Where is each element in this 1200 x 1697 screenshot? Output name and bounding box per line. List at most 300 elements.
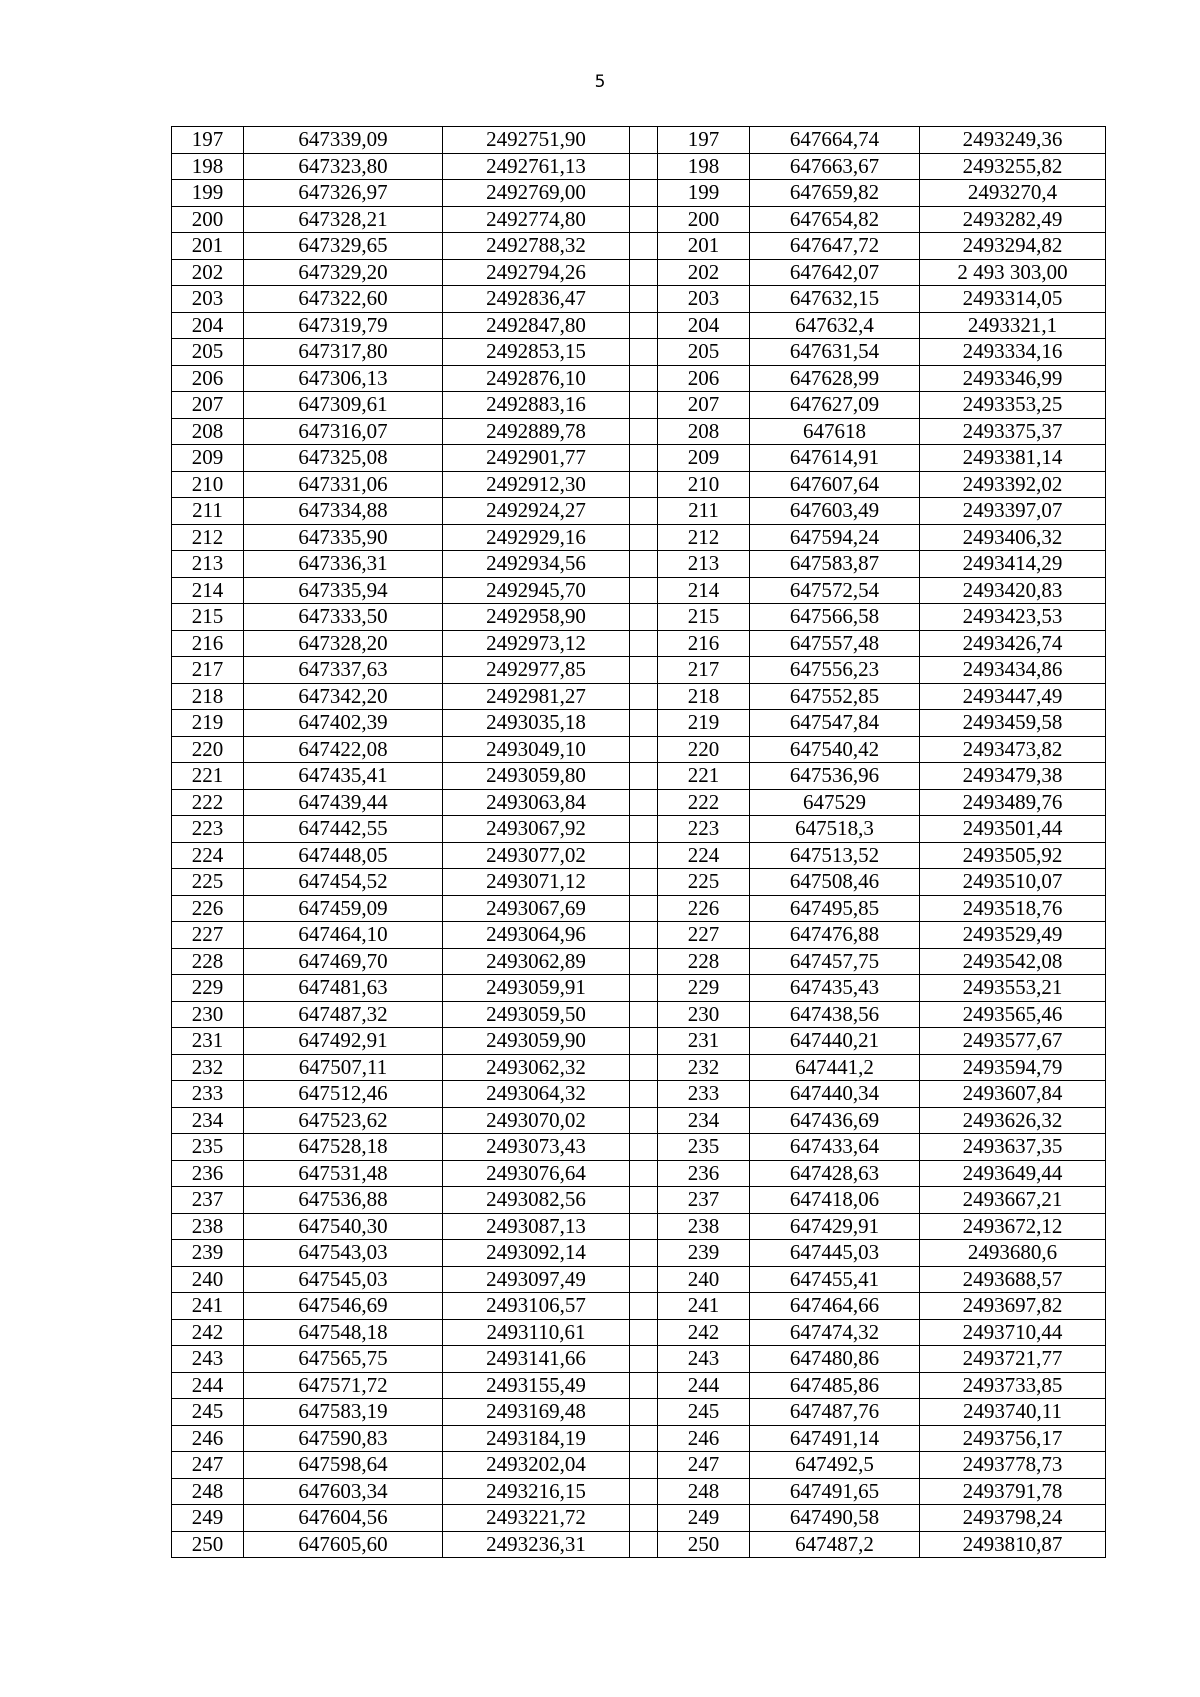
- point-number-right: 210: [658, 471, 750, 498]
- x-coordinate-left: 647583,19: [244, 1399, 443, 1426]
- y-coordinate-left: 2492883,16: [443, 392, 630, 419]
- point-number-right: 236: [658, 1160, 750, 1187]
- y-coordinate-left: 2493059,91: [443, 975, 630, 1002]
- y-coordinate-right: 2493406,32: [920, 524, 1106, 551]
- x-coordinate-right: 647536,96: [750, 763, 920, 790]
- table-row: [172, 577, 1106, 604]
- point-number-left: 245: [172, 1399, 244, 1426]
- point-number-left: 219: [172, 710, 244, 737]
- coordinates-table: [171, 126, 1106, 1558]
- table-row: [172, 524, 1106, 551]
- table-row: [172, 1081, 1106, 1108]
- y-coordinate-left: 2493221,72: [443, 1505, 630, 1532]
- x-coordinate-right: 647480,86: [750, 1346, 920, 1373]
- y-coordinate-right: 2493489,76: [920, 789, 1106, 816]
- point-number-right: 228: [658, 948, 750, 975]
- point-number-right: 207: [658, 392, 750, 419]
- table-row: [172, 206, 1106, 233]
- point-number-left: 249: [172, 1505, 244, 1532]
- x-coordinate-left: 647442,55: [244, 816, 443, 843]
- y-coordinate-left: 2492847,80: [443, 312, 630, 339]
- point-number-right: 240: [658, 1266, 750, 1293]
- point-number-right: 213: [658, 551, 750, 578]
- x-coordinate-left: 647546,69: [244, 1293, 443, 1320]
- x-coordinate-left: 647439,44: [244, 789, 443, 816]
- y-coordinate-right: 2493733,85: [920, 1372, 1106, 1399]
- y-coordinate-right: 2493346,99: [920, 365, 1106, 392]
- table-row: [172, 683, 1106, 710]
- x-coordinate-left: 647337,63: [244, 657, 443, 684]
- x-coordinate-left: 647487,32: [244, 1001, 443, 1028]
- x-coordinate-left: 647528,18: [244, 1134, 443, 1161]
- x-coordinate-right: 647457,75: [750, 948, 920, 975]
- table-row: [172, 153, 1106, 180]
- x-coordinate-right: 647642,07: [750, 259, 920, 286]
- x-coordinate-left: 647306,13: [244, 365, 443, 392]
- table-row: [172, 975, 1106, 1002]
- point-number-right: 233: [658, 1081, 750, 1108]
- separator-cell: [630, 922, 658, 949]
- y-coordinate-right: 2493473,82: [920, 736, 1106, 763]
- y-coordinate-left: 2493216,15: [443, 1478, 630, 1505]
- point-number-right: 225: [658, 869, 750, 896]
- table-row: [172, 1187, 1106, 1214]
- y-coordinate-right: 2493392,02: [920, 471, 1106, 498]
- y-coordinate-right: 2493294,82: [920, 233, 1106, 260]
- separator-cell: [630, 1478, 658, 1505]
- table-row: [172, 736, 1106, 763]
- y-coordinate-right: 2493353,25: [920, 392, 1106, 419]
- point-number-right: 235: [658, 1134, 750, 1161]
- y-coordinate-right: 2493375,37: [920, 418, 1106, 445]
- y-coordinate-right: 2493680,6: [920, 1240, 1106, 1267]
- table-row: [172, 816, 1106, 843]
- separator-cell: [630, 630, 658, 657]
- x-coordinate-right: 647464,66: [750, 1293, 920, 1320]
- y-coordinate-right: 2493649,44: [920, 1160, 1106, 1187]
- page-number: 5: [594, 72, 606, 92]
- point-number-right: 201: [658, 233, 750, 260]
- y-coordinate-left: 2493155,49: [443, 1372, 630, 1399]
- y-coordinate-left: 2493076,64: [443, 1160, 630, 1187]
- separator-cell: [630, 286, 658, 313]
- separator-cell: [630, 524, 658, 551]
- table-row: [172, 1346, 1106, 1373]
- point-number-left: 217: [172, 657, 244, 684]
- table-row: [172, 551, 1106, 578]
- x-coordinate-right: 647433,64: [750, 1134, 920, 1161]
- y-coordinate-left: 2492876,10: [443, 365, 630, 392]
- separator-cell: [630, 1319, 658, 1346]
- table-row: [172, 842, 1106, 869]
- point-number-right: 247: [658, 1452, 750, 1479]
- y-coordinate-left: 2493202,04: [443, 1452, 630, 1479]
- x-coordinate-left: 647492,91: [244, 1028, 443, 1055]
- point-number-left: 224: [172, 842, 244, 869]
- separator-cell: [630, 1134, 658, 1161]
- point-number-left: 226: [172, 895, 244, 922]
- separator-cell: [630, 710, 658, 737]
- separator-cell: [630, 1028, 658, 1055]
- x-coordinate-right: 647438,56: [750, 1001, 920, 1028]
- point-number-left: 218: [172, 683, 244, 710]
- x-coordinate-left: 647590,83: [244, 1425, 443, 1452]
- point-number-right: 216: [658, 630, 750, 657]
- y-coordinate-right: 2493434,86: [920, 657, 1106, 684]
- separator-cell: [630, 471, 658, 498]
- x-coordinate-left: 647309,61: [244, 392, 443, 419]
- table-row: [172, 1028, 1106, 1055]
- y-coordinate-left: 2493035,18: [443, 710, 630, 737]
- x-coordinate-right: 647540,42: [750, 736, 920, 763]
- table-row: [172, 763, 1106, 790]
- separator-cell: [630, 1425, 658, 1452]
- x-coordinate-left: 647603,34: [244, 1478, 443, 1505]
- y-coordinate-right: 2493479,38: [920, 763, 1106, 790]
- point-number-left: 248: [172, 1478, 244, 1505]
- y-coordinate-right: 2493607,84: [920, 1081, 1106, 1108]
- y-coordinate-right: 2493414,29: [920, 551, 1106, 578]
- point-number-right: 208: [658, 418, 750, 445]
- y-coordinate-right: 2493426,74: [920, 630, 1106, 657]
- x-coordinate-left: 647322,60: [244, 286, 443, 313]
- y-coordinate-right: 2493577,67: [920, 1028, 1106, 1055]
- point-number-left: 197: [172, 127, 244, 154]
- y-coordinate-left: 2493169,48: [443, 1399, 630, 1426]
- y-coordinate-left: 2492912,30: [443, 471, 630, 498]
- table-row: [172, 180, 1106, 207]
- point-number-right: 205: [658, 339, 750, 366]
- y-coordinate-right: 2493529,49: [920, 922, 1106, 949]
- separator-cell: [630, 816, 658, 843]
- separator-cell: [630, 445, 658, 472]
- x-coordinate-left: 647402,39: [244, 710, 443, 737]
- point-number-right: 244: [658, 1372, 750, 1399]
- x-coordinate-right: 647436,69: [750, 1107, 920, 1134]
- y-coordinate-right: 2493423,53: [920, 604, 1106, 631]
- point-number-left: 221: [172, 763, 244, 790]
- y-coordinate-left: 2493062,89: [443, 948, 630, 975]
- table-row: [172, 895, 1106, 922]
- y-coordinate-right: 2493321,1: [920, 312, 1106, 339]
- point-number-right: 242: [658, 1319, 750, 1346]
- x-coordinate-right: 647491,14: [750, 1425, 920, 1452]
- point-number-right: 222: [658, 789, 750, 816]
- separator-cell: [630, 1187, 658, 1214]
- separator-cell: [630, 1054, 658, 1081]
- y-coordinate-right: 2493542,08: [920, 948, 1106, 975]
- table-row: [172, 127, 1106, 154]
- y-coordinate-left: 2492958,90: [443, 604, 630, 631]
- x-coordinate-right: 647490,58: [750, 1505, 920, 1532]
- y-coordinate-right: 2493710,44: [920, 1319, 1106, 1346]
- x-coordinate-right: 647583,87: [750, 551, 920, 578]
- table-row: [172, 339, 1106, 366]
- separator-cell: [630, 206, 658, 233]
- table-row: [172, 1531, 1106, 1558]
- x-coordinate-right: 647440,21: [750, 1028, 920, 1055]
- separator-cell: [630, 418, 658, 445]
- x-coordinate-left: 647422,08: [244, 736, 443, 763]
- y-coordinate-right: 2493249,36: [920, 127, 1106, 154]
- x-coordinate-left: 647333,50: [244, 604, 443, 631]
- y-coordinate-left: 2492788,32: [443, 233, 630, 260]
- y-coordinate-right: 2493798,24: [920, 1505, 1106, 1532]
- point-number-left: 212: [172, 524, 244, 551]
- point-number-left: 238: [172, 1213, 244, 1240]
- y-coordinate-left: 2493059,80: [443, 763, 630, 790]
- table-row: [172, 259, 1106, 286]
- x-coordinate-left: 647339,09: [244, 127, 443, 154]
- table-row: [172, 392, 1106, 419]
- separator-cell: [630, 763, 658, 790]
- point-number-left: 235: [172, 1134, 244, 1161]
- coordinates-table-body: [172, 127, 1106, 1558]
- x-coordinate-right: 647455,41: [750, 1266, 920, 1293]
- y-coordinate-left: 2493067,92: [443, 816, 630, 843]
- y-coordinate-left: 2493092,14: [443, 1240, 630, 1267]
- y-coordinate-right: 2493565,46: [920, 1001, 1106, 1028]
- x-coordinate-right: 647429,91: [750, 1213, 920, 1240]
- x-coordinate-left: 647326,97: [244, 180, 443, 207]
- point-number-left: 208: [172, 418, 244, 445]
- x-coordinate-right: 647632,4: [750, 312, 920, 339]
- point-number-left: 222: [172, 789, 244, 816]
- point-number-right: 199: [658, 180, 750, 207]
- x-coordinate-left: 647331,06: [244, 471, 443, 498]
- x-coordinate-left: 647540,30: [244, 1213, 443, 1240]
- point-number-left: 200: [172, 206, 244, 233]
- point-number-left: 209: [172, 445, 244, 472]
- x-coordinate-left: 647454,52: [244, 869, 443, 896]
- x-coordinate-left: 647335,94: [244, 577, 443, 604]
- x-coordinate-left: 647545,03: [244, 1266, 443, 1293]
- point-number-left: 206: [172, 365, 244, 392]
- point-number-right: 218: [658, 683, 750, 710]
- point-number-right: 212: [658, 524, 750, 551]
- x-coordinate-left: 647334,88: [244, 498, 443, 525]
- point-number-left: 214: [172, 577, 244, 604]
- separator-cell: [630, 1452, 658, 1479]
- x-coordinate-left: 647598,64: [244, 1452, 443, 1479]
- point-number-left: 231: [172, 1028, 244, 1055]
- y-coordinate-left: 2493059,50: [443, 1001, 630, 1028]
- point-number-right: 198: [658, 153, 750, 180]
- x-coordinate-right: 647513,52: [750, 842, 920, 869]
- table-row: [172, 710, 1106, 737]
- y-coordinate-right: 2493381,14: [920, 445, 1106, 472]
- separator-cell: [630, 1399, 658, 1426]
- point-number-left: 247: [172, 1452, 244, 1479]
- y-coordinate-left: 2492836,47: [443, 286, 630, 313]
- separator-cell: [630, 1293, 658, 1320]
- x-coordinate-right: 647664,74: [750, 127, 920, 154]
- point-number-right: 202: [658, 259, 750, 286]
- point-number-right: 211: [658, 498, 750, 525]
- point-number-left: 246: [172, 1425, 244, 1452]
- x-coordinate-left: 647565,75: [244, 1346, 443, 1373]
- y-coordinate-left: 2492751,90: [443, 127, 630, 154]
- separator-cell: [630, 1372, 658, 1399]
- separator-cell: [630, 736, 658, 763]
- y-coordinate-right: 2493810,87: [920, 1531, 1106, 1558]
- point-number-right: 250: [658, 1531, 750, 1558]
- point-number-right: 223: [658, 816, 750, 843]
- y-coordinate-left: 2493236,31: [443, 1531, 630, 1558]
- point-number-left: 243: [172, 1346, 244, 1373]
- y-coordinate-right: 2493791,78: [920, 1478, 1106, 1505]
- point-number-left: 205: [172, 339, 244, 366]
- x-coordinate-right: 647566,58: [750, 604, 920, 631]
- y-coordinate-left: 2493071,12: [443, 869, 630, 896]
- x-coordinate-left: 647543,03: [244, 1240, 443, 1267]
- x-coordinate-left: 647531,48: [244, 1160, 443, 1187]
- x-coordinate-left: 647329,65: [244, 233, 443, 260]
- separator-cell: [630, 604, 658, 631]
- point-number-right: 232: [658, 1054, 750, 1081]
- y-coordinate-left: 2492853,15: [443, 339, 630, 366]
- x-coordinate-right: 647631,54: [750, 339, 920, 366]
- point-number-left: 220: [172, 736, 244, 763]
- table-row: [172, 1319, 1106, 1346]
- x-coordinate-right: 647476,88: [750, 922, 920, 949]
- y-coordinate-right: 2493518,76: [920, 895, 1106, 922]
- point-number-right: 229: [658, 975, 750, 1002]
- point-number-right: 217: [658, 657, 750, 684]
- separator-cell: [630, 1266, 658, 1293]
- x-coordinate-right: 647594,24: [750, 524, 920, 551]
- separator-cell: [630, 1160, 658, 1187]
- x-coordinate-left: 647464,10: [244, 922, 443, 949]
- y-coordinate-left: 2493077,02: [443, 842, 630, 869]
- x-coordinate-right: 647440,34: [750, 1081, 920, 1108]
- point-number-right: 249: [658, 1505, 750, 1532]
- x-coordinate-right: 647659,82: [750, 180, 920, 207]
- y-coordinate-left: 2493141,66: [443, 1346, 630, 1373]
- point-number-left: 213: [172, 551, 244, 578]
- y-coordinate-right: 2493672,12: [920, 1213, 1106, 1240]
- y-coordinate-left: 2492774,80: [443, 206, 630, 233]
- point-number-right: 243: [658, 1346, 750, 1373]
- x-coordinate-right: 647508,46: [750, 869, 920, 896]
- separator-cell: [630, 869, 658, 896]
- y-coordinate-left: 2492973,12: [443, 630, 630, 657]
- x-coordinate-left: 647336,31: [244, 551, 443, 578]
- y-coordinate-right: 2493501,44: [920, 816, 1106, 843]
- y-coordinate-right: 2493688,57: [920, 1266, 1106, 1293]
- table-row: [172, 869, 1106, 896]
- separator-cell: [630, 339, 658, 366]
- y-coordinate-left: 2493082,56: [443, 1187, 630, 1214]
- point-number-right: 224: [658, 842, 750, 869]
- point-number-right: 209: [658, 445, 750, 472]
- y-coordinate-left: 2492901,77: [443, 445, 630, 472]
- table-row: [172, 922, 1106, 949]
- x-coordinate-left: 647604,56: [244, 1505, 443, 1532]
- point-number-left: 225: [172, 869, 244, 896]
- separator-cell: [630, 1001, 658, 1028]
- table-row: [172, 233, 1106, 260]
- y-coordinate-left: 2493049,10: [443, 736, 630, 763]
- y-coordinate-left: 2493097,49: [443, 1266, 630, 1293]
- point-number-right: 230: [658, 1001, 750, 1028]
- separator-cell: [630, 259, 658, 286]
- separator-cell: [630, 180, 658, 207]
- y-coordinate-right: 2493740,11: [920, 1399, 1106, 1426]
- y-coordinate-right: 2493594,79: [920, 1054, 1106, 1081]
- y-coordinate-left: 2493064,96: [443, 922, 630, 949]
- x-coordinate-right: 647628,99: [750, 365, 920, 392]
- point-number-right: 234: [658, 1107, 750, 1134]
- x-coordinate-left: 647435,41: [244, 763, 443, 790]
- x-coordinate-left: 647512,46: [244, 1081, 443, 1108]
- table-row: [172, 789, 1106, 816]
- y-coordinate-right: 2493397,07: [920, 498, 1106, 525]
- x-coordinate-left: 647459,09: [244, 895, 443, 922]
- point-number-left: 199: [172, 180, 244, 207]
- separator-cell: [630, 1240, 658, 1267]
- table-row: [172, 1505, 1106, 1532]
- y-coordinate-left: 2492761,13: [443, 153, 630, 180]
- x-coordinate-right: 647572,54: [750, 577, 920, 604]
- point-number-right: 237: [658, 1187, 750, 1214]
- point-number-right: 203: [658, 286, 750, 313]
- point-number-left: 201: [172, 233, 244, 260]
- x-coordinate-right: 647557,48: [750, 630, 920, 657]
- x-coordinate-right: 647556,23: [750, 657, 920, 684]
- x-coordinate-left: 647605,60: [244, 1531, 443, 1558]
- x-coordinate-left: 647316,07: [244, 418, 443, 445]
- x-coordinate-right: 647487,76: [750, 1399, 920, 1426]
- table-row: [172, 1213, 1106, 1240]
- point-number-left: 215: [172, 604, 244, 631]
- point-number-left: 244: [172, 1372, 244, 1399]
- y-coordinate-right: 2493510,07: [920, 869, 1106, 896]
- table-row: [172, 604, 1106, 631]
- point-number-right: 221: [658, 763, 750, 790]
- point-number-right: 204: [658, 312, 750, 339]
- table-row: [172, 1425, 1106, 1452]
- y-coordinate-right: 2493756,17: [920, 1425, 1106, 1452]
- x-coordinate-left: 647448,05: [244, 842, 443, 869]
- point-number-right: 220: [658, 736, 750, 763]
- x-coordinate-right: 647487,2: [750, 1531, 920, 1558]
- table-row: [172, 948, 1106, 975]
- y-coordinate-left: 2493063,84: [443, 789, 630, 816]
- table-row: [172, 418, 1106, 445]
- y-coordinate-right: 2493626,32: [920, 1107, 1106, 1134]
- point-number-left: 211: [172, 498, 244, 525]
- x-coordinate-right: 647647,72: [750, 233, 920, 260]
- point-number-right: 238: [658, 1213, 750, 1240]
- x-coordinate-left: 647335,90: [244, 524, 443, 551]
- x-coordinate-left: 647342,20: [244, 683, 443, 710]
- y-coordinate-right: 2493255,82: [920, 153, 1106, 180]
- table-row: [172, 471, 1106, 498]
- point-number-left: 207: [172, 392, 244, 419]
- point-number-left: 223: [172, 816, 244, 843]
- y-coordinate-right: 2493667,21: [920, 1187, 1106, 1214]
- x-coordinate-right: 647614,91: [750, 445, 920, 472]
- table-row: [172, 1054, 1106, 1081]
- table-row: [172, 630, 1106, 657]
- separator-cell: [630, 1531, 658, 1558]
- point-number-right: 241: [658, 1293, 750, 1320]
- separator-cell: [630, 948, 658, 975]
- y-coordinate-left: 2492934,56: [443, 551, 630, 578]
- point-number-left: 241: [172, 1293, 244, 1320]
- point-number-right: 239: [658, 1240, 750, 1267]
